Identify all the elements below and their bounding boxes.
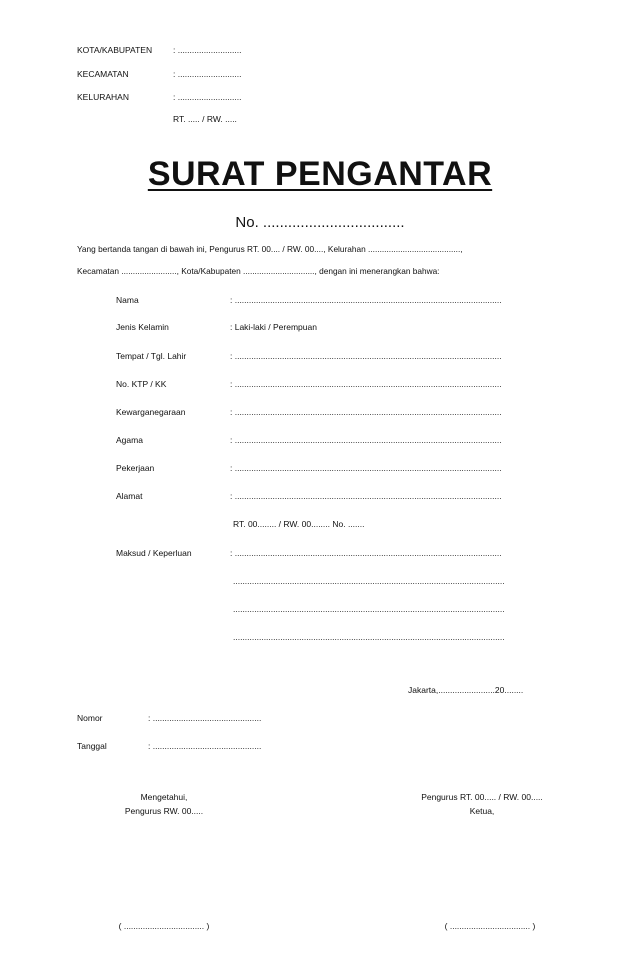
field-value-pekerjaan: : .................................................................................................................	[230, 463, 502, 473]
registry-tanggal-value: : ..............................................	[148, 741, 262, 751]
document-title	[0, 155, 640, 194]
field-label-kewarganegaraan: Kewarganegaraan	[116, 407, 186, 417]
field-value-jenis-kelamin: : Laki-laki / Perempuan	[230, 322, 317, 332]
field-value-keperluan: : .................................................................................................................	[230, 548, 502, 558]
sig-right-line-1: Pengurus RT. 00..... / RW. 00.....	[421, 792, 543, 802]
kota-label: KOTA/KABUPATEN	[77, 45, 153, 55]
field-value-kewarganegaraan: : .................................................................................................................	[230, 407, 502, 417]
sig-left-line-2: Pengurus RW. 00.....	[124, 806, 204, 816]
field-label-keperluan: Maksud / Keperluan	[116, 548, 192, 558]
field-label-pekerjaan: Pekerjaan	[116, 463, 155, 473]
kecamatan-label: KECAMATAN	[77, 69, 129, 79]
field-label-ktp: No. KTP / KK	[116, 379, 167, 389]
field-value-nama: : .................................................................................................................	[230, 295, 502, 305]
field-value-agama: : .................................................................................................................	[230, 435, 502, 445]
registry-nomor-value: : ..............................................	[148, 713, 262, 723]
keperluan-line-2: ...................................................................................................................	[233, 576, 505, 586]
place-date: Jakarta,........................20........	[408, 685, 524, 695]
kelurahan-value: : ...........................	[173, 92, 242, 102]
sig-right-name: ( .................................. )	[444, 921, 536, 931]
sig-left-line-1: Mengetahui,	[140, 792, 188, 802]
field-value-alamat: : .................................................................................................................	[230, 491, 502, 501]
registry-nomor-label: Nomor	[77, 713, 103, 723]
field-value-ktp: : .................................................................................................................	[230, 379, 502, 389]
field-label-nama: Nama	[116, 295, 139, 305]
field-label-agama: Agama	[116, 435, 143, 445]
intro-line-1: Yang bertanda tangan di bawah ini, Pengurus RT. 00.... / RW. 00...., Kelurahan ........................................,	[77, 244, 463, 254]
field-value-tempat-lahir: : .................................................................................................................	[230, 351, 502, 361]
intro-line-2: Kecamatan ........................, Kota/Kabupaten ..............................., dengan ini menerangkan bahwa:	[77, 266, 440, 276]
keperluan-line-4: ...................................................................................................................	[233, 632, 505, 642]
kecamatan-value: : ...........................	[173, 69, 242, 79]
field-label-tempat-lahir: Tempat / Tgl. Lahir	[116, 351, 187, 361]
document-number: No. ..................................	[235, 214, 405, 231]
field-label-jenis-kelamin: Jenis Kelamin	[116, 322, 169, 332]
field-label-alamat: Alamat	[116, 491, 143, 501]
kelurahan-label: KELURAHAN	[77, 92, 129, 102]
sig-left-name: ( .................................. )	[118, 921, 210, 931]
kota-value: : ...........................	[173, 45, 242, 55]
sig-right-line-2: Ketua,	[469, 806, 495, 816]
keperluan-line-3: ...................................................................................................................	[233, 604, 505, 614]
registry-tanggal-label: Tanggal	[77, 741, 107, 751]
address-rt-rw: RT. 00........ / RW. 00........ No. .......	[233, 519, 365, 529]
header-rt-rw: RT. ..... / RW. .....	[173, 114, 237, 124]
document-title-text: SURAT PENGANTAR	[147, 155, 493, 193]
